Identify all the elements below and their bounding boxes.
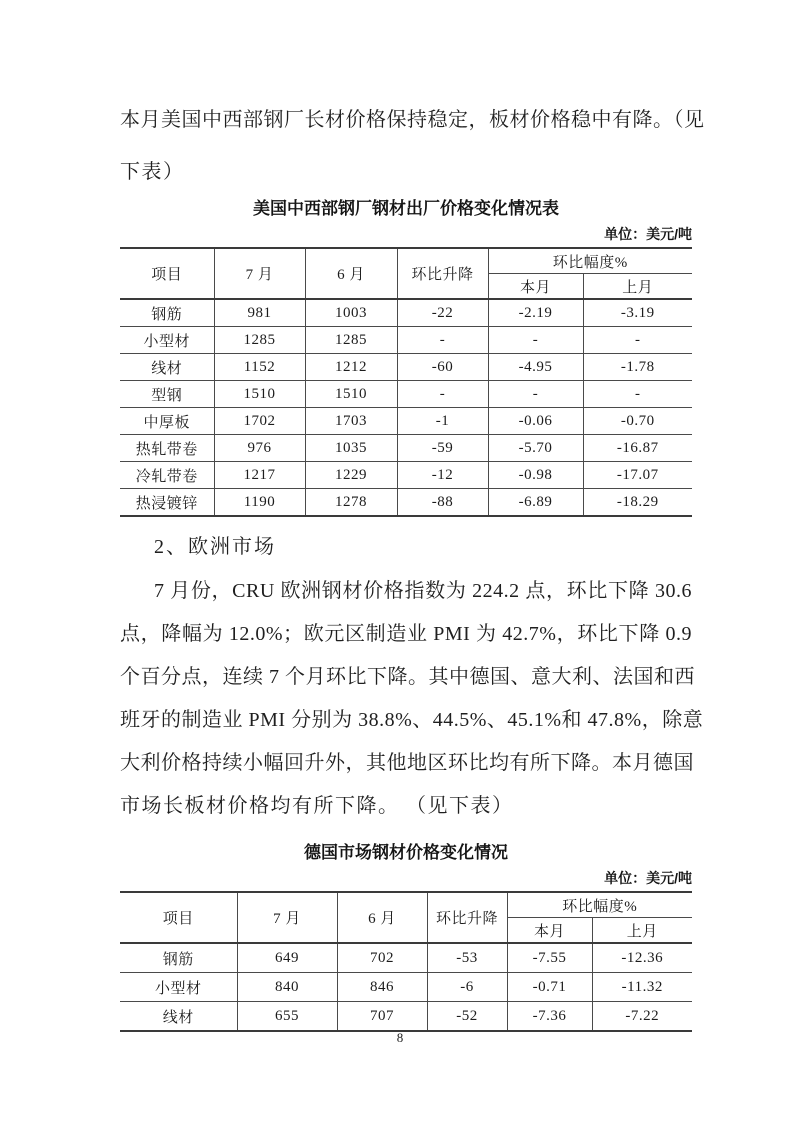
- intro-paragraph: [120, 94, 705, 198]
- table-cell: -17.07: [583, 462, 692, 489]
- table-cell: 976: [214, 435, 305, 462]
- col-header-july: 7 月: [237, 892, 337, 943]
- paragraph-line: 7 月份，CRU 欧洲钢材价格指数为 224.2 点，环比下降 30.6: [154, 580, 692, 602]
- table-cell: 1285: [305, 327, 397, 354]
- table-cell: 1190: [214, 489, 305, 517]
- table-cell: 1510: [305, 381, 397, 408]
- table-row: [120, 381, 692, 408]
- col-header-last-month: 上月: [583, 274, 692, 300]
- table-cell: -52: [427, 1002, 507, 1032]
- table-cell: 1703: [305, 408, 397, 435]
- table-cell: -0.71: [507, 973, 592, 1002]
- table-cell: 1285: [214, 327, 305, 354]
- table-cell: -0.98: [488, 462, 583, 489]
- col-header-mom-change: 环比升降: [427, 892, 507, 943]
- row-label: 型钢: [120, 381, 214, 408]
- table-cell: -5.70: [488, 435, 583, 462]
- table-cell: -22: [397, 299, 488, 327]
- table-cell: -12: [397, 462, 488, 489]
- page-number: 8: [396, 1030, 404, 1045]
- paragraph-line: 本月美国中西部钢厂长材价格保持稳定，板材价格稳中有降。（见: [120, 109, 705, 131]
- table-cell: -11.32: [592, 973, 692, 1002]
- table-cell: 1510: [214, 381, 305, 408]
- table-cell: -12.36: [592, 943, 692, 973]
- paragraph-line: 个百分点，连续 7 个月环比下降。其中德国、意大利、法国和西: [120, 666, 695, 688]
- us-midwest-price-table: [120, 247, 692, 517]
- table-cell: 707: [337, 1002, 427, 1032]
- table-cell: -: [583, 381, 692, 408]
- col-header-june: 6 月: [337, 892, 427, 943]
- table-cell: -: [488, 381, 583, 408]
- table-cell: 1217: [214, 462, 305, 489]
- table-cell: -59: [397, 435, 488, 462]
- paragraph-line: 市场长板材价格均有所下降。 （见下表）: [120, 795, 514, 817]
- row-label: 小型材: [120, 327, 214, 354]
- row-label: 钢筋: [120, 943, 237, 973]
- col-header-mom-change: 环比升降: [397, 248, 488, 299]
- table-row: [120, 1002, 692, 1032]
- table-cell: -1.78: [583, 354, 692, 381]
- table-cell: 1278: [305, 489, 397, 517]
- germany-table-title: 德国市场钢材价格变化情况: [304, 843, 508, 862]
- table-cell: -18.29: [583, 489, 692, 517]
- table-cell: -7.55: [507, 943, 592, 973]
- section-heading-europe: 2、欧洲市场: [154, 536, 276, 558]
- table-cell: 840: [237, 973, 337, 1002]
- table-cell: 1212: [305, 354, 397, 381]
- paragraph-line: 班牙的制造业 PMI 分别为 38.8%、44.5%、45.1%和 47.8%，除意: [120, 709, 704, 731]
- col-header-last-month: 上月: [592, 918, 692, 944]
- paragraph-line: 下表）: [120, 161, 185, 183]
- table-row: [120, 408, 692, 435]
- table-row: [120, 327, 692, 354]
- table-row: [120, 973, 692, 1002]
- col-header-this-month: 本月: [488, 274, 583, 300]
- table-cell: -4.95: [488, 354, 583, 381]
- table-cell: -1: [397, 408, 488, 435]
- table-cell: 1003: [305, 299, 397, 327]
- col-header-mom-pct: 环比幅度%: [488, 248, 692, 274]
- col-header-this-month: 本月: [507, 918, 592, 944]
- row-label: 线材: [162, 1009, 194, 1026]
- table-row: [120, 299, 692, 327]
- table-cell: -0.06: [488, 408, 583, 435]
- col-header-item: 项目: [120, 892, 237, 943]
- table-cell: 846: [337, 973, 427, 1002]
- table-cell: -: [397, 381, 488, 408]
- table-cell: -6.89: [488, 489, 583, 517]
- table-cell: 1702: [214, 408, 305, 435]
- table-row: [120, 435, 692, 462]
- us-table-unit-label: 单位：美元/吨: [604, 226, 692, 242]
- table-cell: -6: [427, 973, 507, 1002]
- col-header-july: 7 月: [214, 248, 305, 299]
- table-cell: -7.36: [507, 1002, 592, 1032]
- table-cell: -88: [397, 489, 488, 517]
- row-label: 小型材: [120, 973, 237, 1002]
- row-label: 线材: [120, 354, 214, 381]
- table-cell: -3.19: [583, 299, 692, 327]
- row-label: 热轧带卷: [120, 435, 214, 462]
- europe-paragraph: [120, 570, 704, 828]
- col-header-item: 项目: [120, 248, 214, 299]
- table-cell: 981: [214, 299, 305, 327]
- table-cell: 649: [237, 943, 337, 973]
- table-cell: -: [397, 327, 488, 354]
- row-label: 热浸镀锌: [135, 495, 198, 512]
- table-cell: 702: [337, 943, 427, 973]
- germany-price-table: [120, 891, 692, 1032]
- table-cell: -2.19: [488, 299, 583, 327]
- table-row: [120, 354, 692, 381]
- paragraph-line: 大利价格持续小幅回升外，其他地区环比均有所下降。本月德国: [120, 752, 694, 774]
- row-label: 钢筋: [120, 299, 214, 327]
- table-cell: -16.87: [583, 435, 692, 462]
- table-cell: -7.22: [592, 1002, 692, 1032]
- table-row: [120, 462, 692, 489]
- table-cell: -: [488, 327, 583, 354]
- table-cell: 655: [237, 1002, 337, 1032]
- table-cell: 1035: [305, 435, 397, 462]
- table-cell: 1229: [305, 462, 397, 489]
- table-row: [120, 489, 692, 517]
- col-header-june: 6 月: [305, 248, 397, 299]
- table-cell: 1152: [214, 354, 305, 381]
- table-cell: -53: [427, 943, 507, 973]
- us-table-title: 美国中西部钢厂钢材出厂价格变化情况表: [253, 199, 559, 218]
- paragraph-line: 点，降幅为 12.0%；欧元区制造业 PMI 为 42.7%，环比下降 0.9: [120, 623, 692, 645]
- table-cell: -: [583, 327, 692, 354]
- germany-table-unit-label: 单位：美元/吨: [604, 870, 692, 886]
- row-label: 中厚板: [120, 408, 214, 435]
- table-row: [120, 943, 692, 973]
- row-label: 冷轧带卷: [120, 462, 214, 489]
- col-header-mom-pct: 环比幅度%: [507, 892, 692, 918]
- table-cell: -60: [397, 354, 488, 381]
- table-cell: -0.70: [583, 408, 692, 435]
